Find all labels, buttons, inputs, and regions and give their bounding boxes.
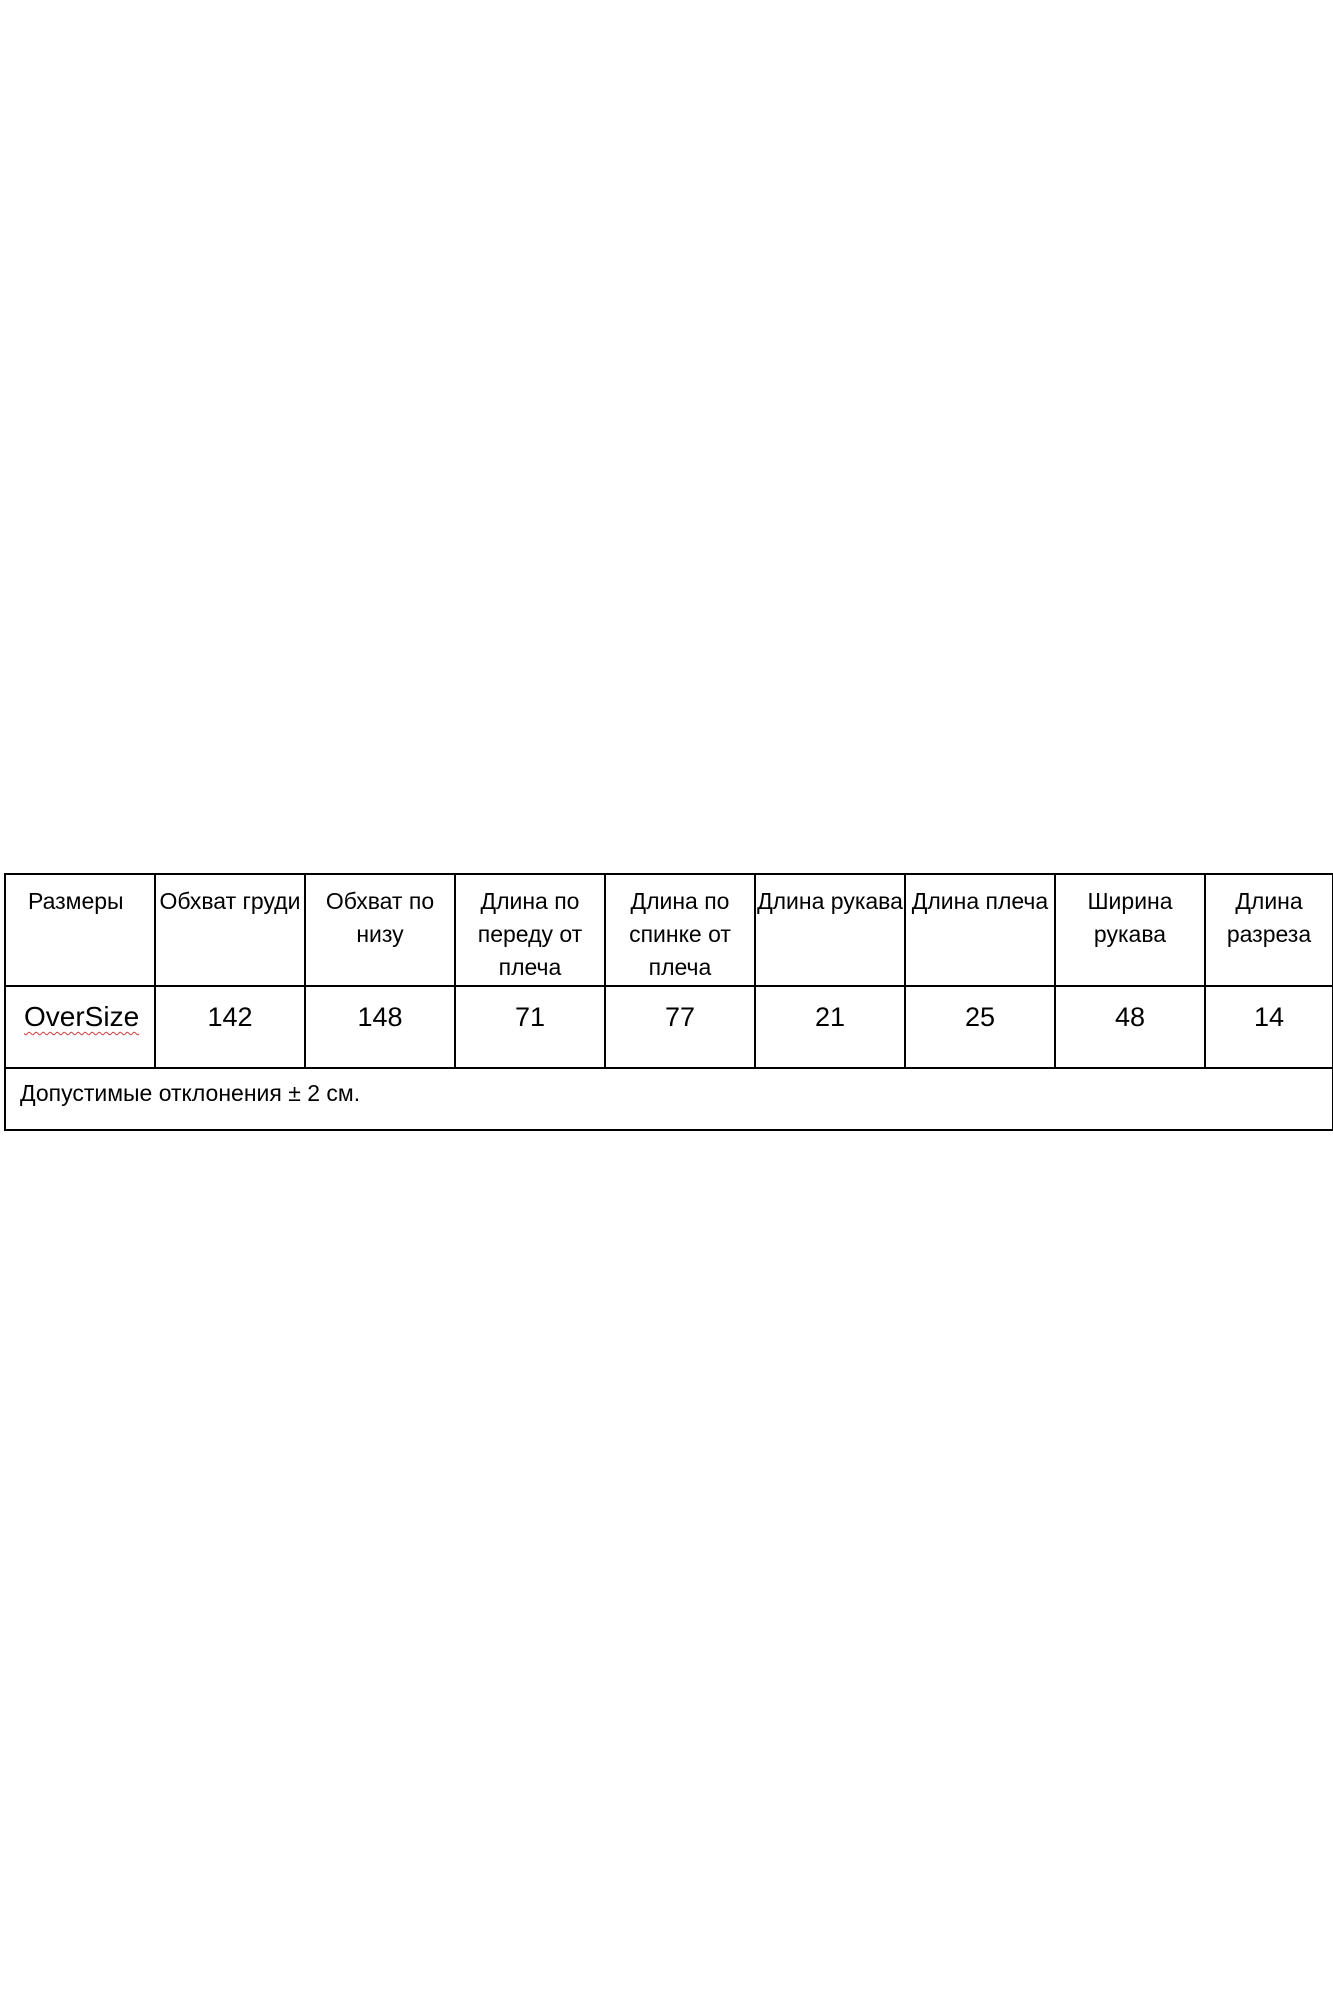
header-chest-girth: Обхват груди [155,874,305,986]
table-note-row [5,1068,1333,1130]
value-sleeve-length: 21 [755,986,905,1068]
value-chest-girth: 142 [155,986,305,1068]
header-front-length: Длина по переду от плеча [455,874,605,986]
value-back-length: 77 [605,986,755,1068]
value-front-length: 71 [455,986,605,1068]
header-shoulder-length: Длина плеча [905,874,1055,986]
tolerance-note: Допустимые отклонения ± 2 см. [5,1068,1333,1130]
header-sleeve-length: Длина рукава [755,874,905,986]
table-row [5,986,1333,1068]
size-name: OverSize [24,1001,140,1032]
value-sleeve-width: 48 [1055,986,1205,1068]
size-chart-table [4,873,1333,1131]
header-hem-girth: Обхват по низу [305,874,455,986]
value-hem-girth: 148 [305,986,455,1068]
value-slit-length: 14 [1205,986,1333,1068]
header-slit-length: Длина разреза [1205,874,1333,986]
value-shoulder-length: 25 [905,986,1055,1068]
header-back-length: Длина по спинке от плеча [605,874,755,986]
size-cell [5,986,155,1068]
table-header-row [5,874,1333,986]
header-sizes: Размеры [5,874,155,986]
header-sleeve-width: Ширина рукава [1055,874,1205,986]
